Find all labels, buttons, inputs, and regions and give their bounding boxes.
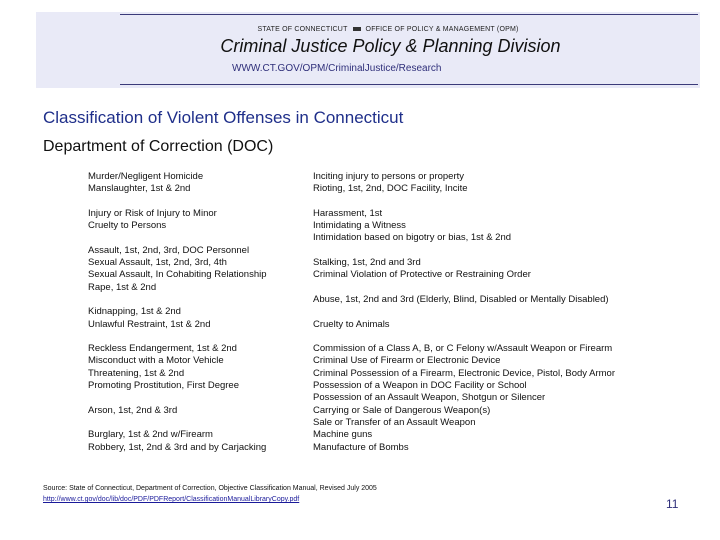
offense-right: Possession of an Assault Weapon, Shotgun or Silencer (313, 392, 546, 404)
offense-left: Sexual Assault, In Cohabiting Relationship (88, 269, 267, 281)
offense-left: Promoting Prostitution, First Degree (88, 380, 240, 392)
offense-left: Burglary, 1st & 2nd w/Firearm (88, 429, 213, 441)
separator-icon (353, 27, 361, 31)
offense-row (88, 269, 688, 281)
offense-right: Harassment, 1st (313, 207, 383, 219)
offense-row (88, 429, 688, 441)
state-line (36, 26, 700, 33)
offense-left: Threatening, 1st & 2nd (88, 367, 185, 379)
website-url: WWW.CT.GOV/OPM/CriminalJustice/Research (232, 63, 442, 74)
offense-left: Misconduct with a Motor Vehicle (88, 355, 224, 367)
state-label: STATE OF CONNECTICUT (257, 26, 348, 33)
offense-row (88, 331, 688, 343)
offense-right: Commission of a Class A, B, or C Felony w/Assault Weapon or Firearm (313, 343, 613, 355)
offense-row (88, 208, 688, 220)
offense-row (88, 343, 688, 355)
offense-left: Reckless Endangerment, 1st & 2nd (88, 343, 237, 355)
offense-right: Rioting, 1st, 2nd, DOC Facility, Incite (313, 183, 468, 195)
offense-right: Criminal Violation of Protective or Restraining Order (313, 269, 531, 281)
offense-list (88, 171, 688, 454)
offense-row (88, 196, 688, 208)
offense-row (88, 355, 688, 367)
offense-row (88, 183, 688, 195)
offense-left: Rape, 1st & 2nd (88, 281, 157, 293)
page-subtitle: Department of Correction (DOC) (43, 138, 274, 155)
offense-left: Arson, 1st, 2nd & 3rd (88, 404, 178, 416)
offense-row (88, 232, 688, 244)
offense-left: Sexual Assault, 1st, 2nd, 3rd, 4th (88, 257, 227, 269)
offense-left: Cruelty to Persons (88, 220, 167, 232)
offense-left: Assault, 1st, 2nd, 3rd, DOC Personnel (88, 244, 250, 256)
offense-right: Possession of a Weapon in DOC Facility or School (313, 380, 527, 392)
offense-left: Unlawful Restraint, 1st & 2nd (88, 318, 211, 330)
offense-right: Intimidating a Witness (313, 220, 406, 232)
header-banner (36, 12, 700, 88)
offense-right: Sale or Transfer of an Assault Weapon (313, 416, 476, 428)
offense-row (88, 294, 688, 306)
offense-row (88, 245, 688, 257)
offense-right: Machine guns (313, 429, 373, 441)
offense-left: Manslaughter, 1st & 2nd (88, 183, 191, 195)
offense-left: Injury or Risk of Injury to Minor (88, 207, 217, 219)
offense-row (88, 220, 688, 232)
source-note: Source: State of Connecticut, Department of Correction, Objective Classification Manual, Revised July 2005 (43, 485, 377, 492)
page-number: 11 (666, 497, 679, 511)
source-link[interactable]: http://www.ct.gov/doc/lib/doc/PDF/PDFReport/ClassificationManualLibraryCopy.pdf (43, 496, 300, 503)
offense-right: Criminal Possession of a Firearm, Electronic Device, Pistol, Body Armor (313, 367, 615, 379)
offense-row (88, 417, 688, 429)
page-title: Classification of Violent Offenses in Connecticut (43, 108, 404, 127)
offense-left: Kidnapping, 1st & 2nd (88, 306, 181, 318)
offense-right: Inciting injury to persons or property (313, 171, 465, 182)
offense-right: Carrying or Sale of Dangerous Weapon(s) (313, 404, 491, 416)
offense-right: Cruelty to Animals (313, 318, 390, 330)
offense-row (88, 171, 688, 183)
offense-row (88, 306, 688, 318)
offense-left: Murder/Negligent Homicide (88, 171, 204, 182)
offense-right: Manufacture of Bombs (313, 441, 409, 453)
offense-row (88, 368, 688, 380)
offense-row (88, 319, 688, 331)
offense-right: Stalking, 1st, 2nd and 3rd (313, 257, 421, 269)
offense-row (88, 282, 688, 294)
offense-row (88, 405, 688, 417)
division-title: Criminal Justice Policy & Planning Division (220, 36, 561, 56)
offense-row (88, 442, 688, 454)
offense-left: Robbery, 1st, 2nd & 3rd and by Carjacking (88, 441, 267, 453)
offense-row (88, 392, 688, 404)
bottom-divider (120, 84, 698, 85)
office-label: OFFICE OF POLICY & MANAGEMENT (OPM) (365, 26, 519, 33)
offense-row (88, 257, 688, 269)
offense-row (88, 380, 688, 392)
top-divider (120, 14, 698, 15)
offense-right: Criminal Use of Firearm or Electronic Device (313, 355, 501, 367)
offense-right: Intimidation based on bigotry or bias, 1st & 2nd (313, 232, 512, 244)
offense-right: Abuse, 1st, 2nd and 3rd (Elderly, Blind, Disabled or Mentally Disabled) (313, 293, 609, 305)
